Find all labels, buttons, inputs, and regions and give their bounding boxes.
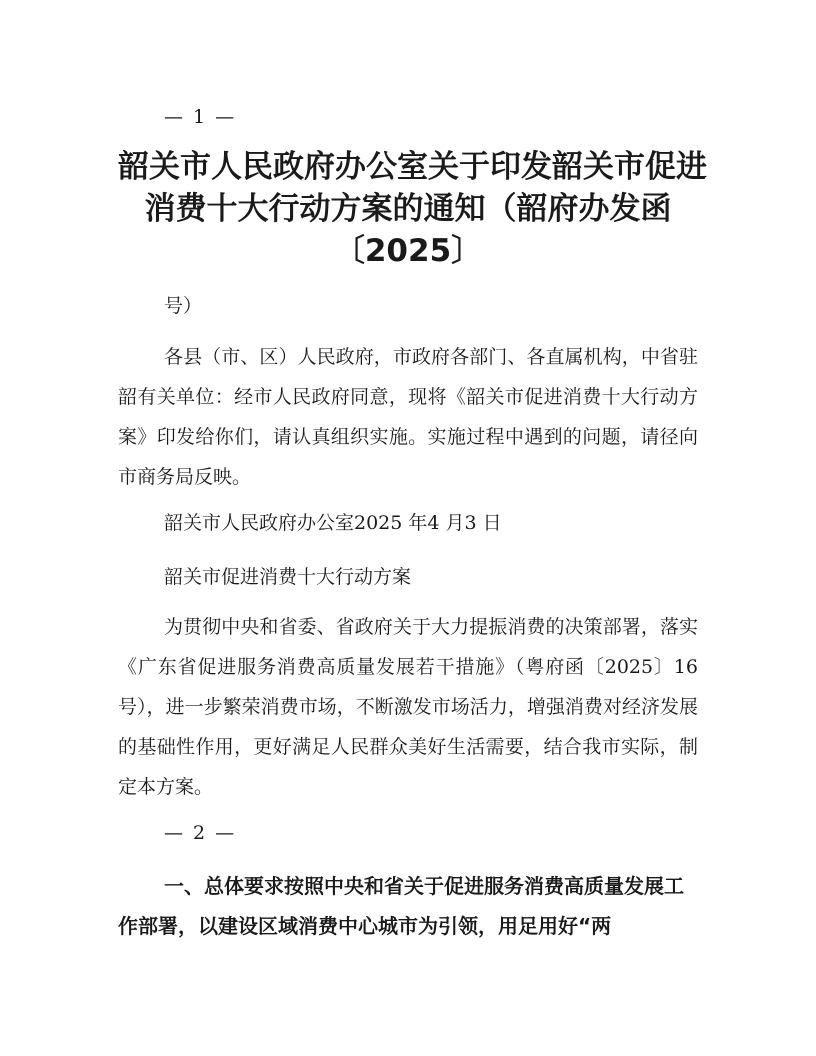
signature-line: 韶关市人民政府办公室2025 年4 月3 日 — [164, 512, 502, 534]
title-line-3: 〔2025〕 — [333, 233, 483, 269]
addressee-paragraph: 各县（市、区）人民政府，市政府各部门、各直属机构，中省驻韶有关单位：经市人民政府同意，现将《韶关市促进消费十大行动方案》印发给你们，请认真组织实施。实施过程中遇到的问题，请径向市商务局反映。 — [118, 346, 698, 488]
page-number-2: — 2 — — [164, 822, 237, 844]
section-one-heading: 一、总体要求按照中央和省关于促进服务消费高质量发展工作部署，以建设区域消费中心城市为引领，用足用好“两 — [118, 874, 684, 938]
document-title — [118, 146, 707, 272]
page-number-1: — 1 — — [164, 106, 237, 128]
title-line-2: 消费十大行动方案的通知（韶府办发函 — [144, 191, 672, 227]
intro-paragraph: 为贯彻中央和省委、省政府关于大力提振消费的决策部署，落实《广东省促进服务消费高质量发展若干措施》（粤府函〔2025〕16 号），进一步繁荣消费市场，不断激发市场活力，增强消费对经济发展的基础性作用，更好满足人民群众美好生活需要，结合我市实际，制定本方案。 — [118, 616, 698, 798]
title-tail: 号） — [164, 295, 203, 317]
plan-title: 韶关市促进消费十大行动方案 — [164, 566, 412, 588]
title-line-1: 韶关市人民政府办公室关于印发韶关市促进 — [118, 149, 707, 185]
